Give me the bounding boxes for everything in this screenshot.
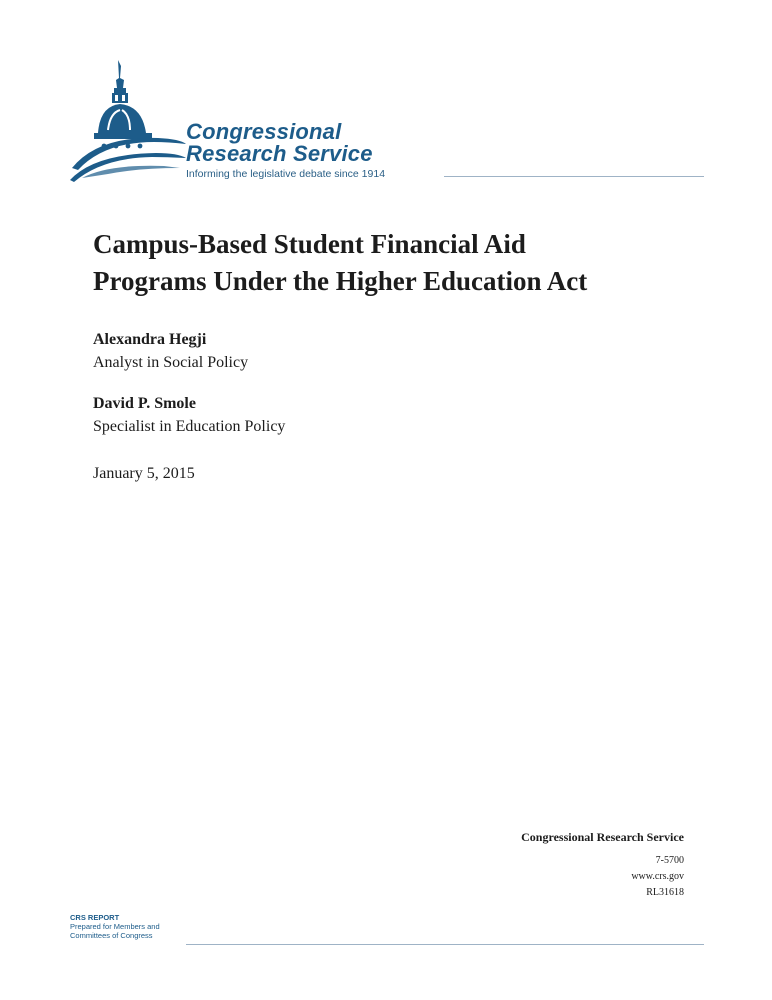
author-role: Specialist in Education Policy xyxy=(93,418,286,435)
crs-report-label-line2: Committees of Congress xyxy=(70,931,153,940)
footer-org-name: Congressional Research Service xyxy=(521,830,684,844)
crs-report-label-title: CRS REPORT xyxy=(70,913,120,922)
footer-report-number: RL31618 xyxy=(646,887,684,898)
report-title-line1: Campus-Based Student Financial Aid xyxy=(93,229,526,259)
author-role: Analyst in Social Policy xyxy=(93,354,249,371)
org-name-line2: Research Service xyxy=(186,141,373,166)
report-identifiers xyxy=(521,830,684,901)
crs-capitol-dome-logo-icon xyxy=(68,58,186,183)
report-title xyxy=(93,226,713,300)
author-name: Alexandra Hegji xyxy=(93,331,207,348)
footer-report-code: 7-5700 xyxy=(655,855,684,866)
footer-website: www.crs.gov xyxy=(631,871,684,882)
org-name-line1: Congressional xyxy=(186,119,342,144)
org-tagline: Informing the legislative debate since 1914 xyxy=(186,168,386,180)
report-date: January 5, 2015 xyxy=(93,465,195,482)
footer-divider xyxy=(186,944,704,945)
report-title-line2: Programs Under the Higher Education Act xyxy=(93,266,588,296)
crs-report-label-line1: Prepared for Members and xyxy=(70,922,160,931)
crs-report-label xyxy=(70,913,160,940)
header-divider xyxy=(444,176,704,177)
author-name: David P. Smole xyxy=(93,395,196,412)
